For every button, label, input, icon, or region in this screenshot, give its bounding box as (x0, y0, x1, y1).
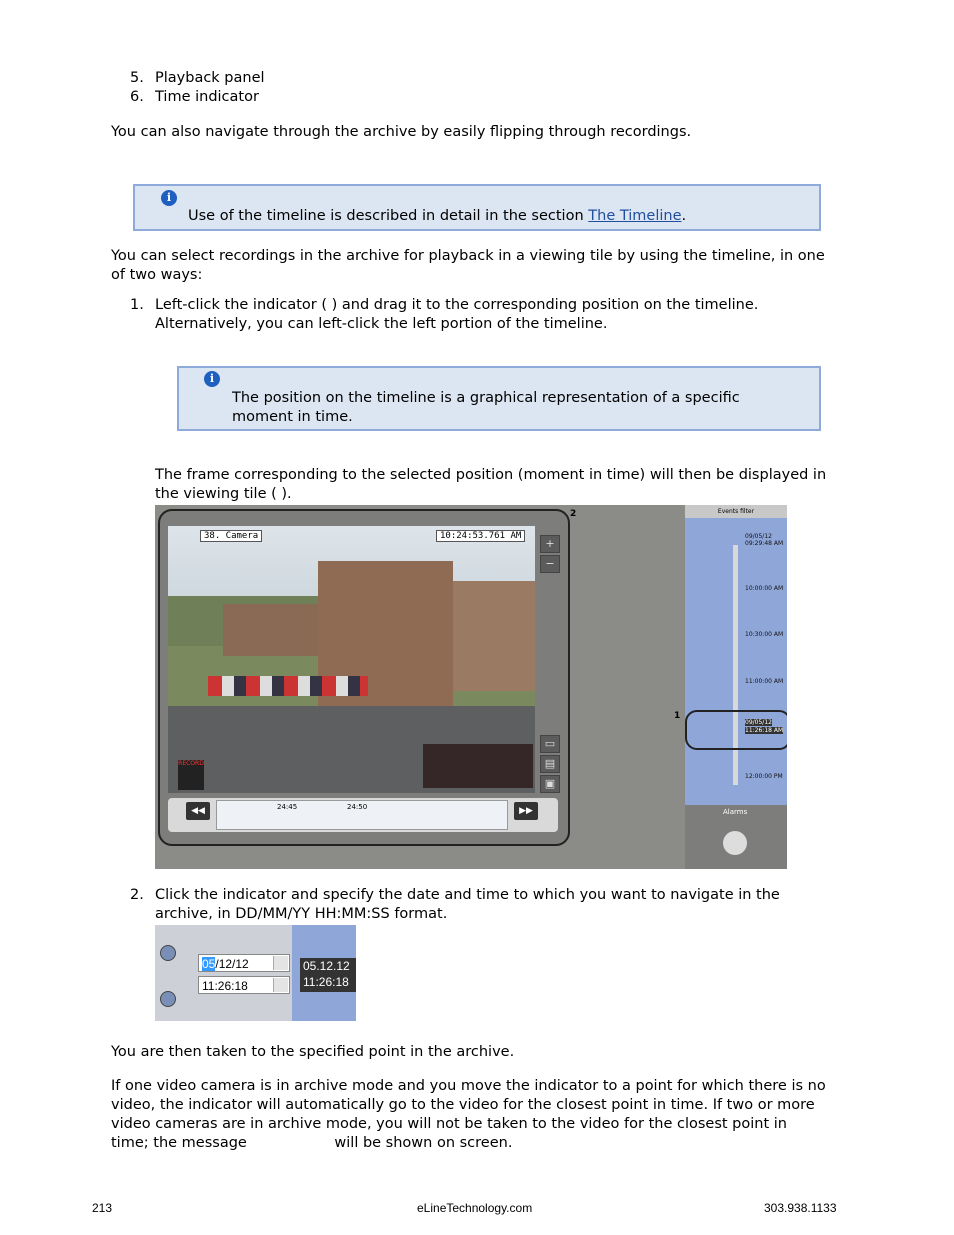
time-indicator[interactable]: 09/05/12 (745, 719, 772, 726)
viewing-tile (158, 509, 570, 846)
link-the-timeline[interactable]: The Timeline (588, 208, 682, 224)
info-icon: i (161, 190, 177, 206)
note-text: The position on the timeline is a graphical representation of a specific (232, 390, 740, 406)
archive-screenshot (155, 505, 787, 869)
paragraph-frame: The frame corresponding to the selected position (moment in time) will then be displayed in (155, 467, 827, 483)
callout-1: 1 (674, 711, 681, 721)
archive-icon[interactable]: ▤ (540, 755, 560, 773)
list-item-time-indicator: Time indicator (155, 89, 259, 105)
list-number: 6. (130, 89, 144, 105)
footer-site: eLineTechnology.com (417, 1201, 533, 1215)
zoom-out-button[interactable]: − (540, 555, 560, 573)
paragraph-cameras: video, the indicator will automatically go to the video for the closest point in time. If two or more (111, 1097, 815, 1113)
next-frame-button[interactable]: ▶▶ (514, 802, 538, 820)
info-note (133, 184, 821, 231)
paragraph-cameras: If one video camera is in archive mode and you move the indicator to a point for which there is no (111, 1078, 826, 1094)
page-number: 213 (92, 1201, 113, 1215)
paragraph-cameras: time; the message will be shown on screen. (111, 1135, 513, 1151)
paragraph-select: of two ways: (111, 267, 203, 283)
camera-label: 38. Camera (200, 530, 262, 542)
list-item-playback-panel: Playback panel (155, 70, 265, 86)
paragraph-cameras: video cameras are in archive mode, you will not be taken to the video for the closest point in (111, 1116, 787, 1132)
play-button[interactable] (723, 831, 747, 855)
date-entry-screenshot (155, 925, 356, 1021)
step2-text: Click the indicator and specify the date and time to which you want to navigate in the (155, 887, 780, 903)
date-field[interactable]: 05/12/12 (198, 954, 290, 972)
time-indicator[interactable]: 11:26:18 AM (745, 727, 784, 734)
playback-panel (168, 798, 558, 832)
time-label: 10:24:53.761 AM (436, 530, 525, 542)
export-icon[interactable]: ▣ (540, 775, 560, 793)
paragraph-select: You can select recordings in the archive for playback in a viewing tile by using the timeline, in one (111, 248, 825, 264)
note-text: moment in time. (232, 409, 353, 425)
tick-label: 12:00:00 PM (745, 773, 783, 780)
prev-frame-button[interactable]: ◀◀ (186, 802, 210, 820)
zoom-in-button[interactable]: + (540, 535, 560, 553)
paragraph-frame: the viewing tile ( ). (155, 486, 292, 502)
monitor-icon[interactable]: ▭ (540, 735, 560, 753)
tile-side-controls (540, 511, 560, 831)
step1-text: Alternatively, you can left-click the left portion of the timeline. (155, 316, 608, 332)
paragraph-flip: You can also navigate through the archive by easily flipping through recordings. (111, 124, 692, 140)
step1-text: Left-click the indicator ( ) and drag it to the corresponding position on the timeline. (155, 297, 759, 313)
info-icon: i (204, 371, 220, 387)
note-text: Use of the timeline is described in detail in the section The Timeline. (188, 208, 687, 224)
tick-label: 11:00:00 AM (745, 678, 784, 685)
footer-phone: 303.938.1133 (764, 1201, 837, 1215)
overlay-info (423, 744, 533, 788)
tick-label: 10:00:00 AM (745, 585, 784, 592)
alarms-panel: Alarms (685, 805, 787, 869)
list-number: 2. (130, 887, 144, 903)
playback-scale[interactable]: 24:45 24:50 (216, 800, 508, 830)
step2-text: archive, in DD/MM/YY HH:MM:SS format. (155, 906, 448, 922)
list-number: 5. (130, 70, 144, 86)
indicator-tooltip: 05.12.12 11:26:18 (300, 958, 356, 992)
list-number: 1. (130, 297, 144, 313)
time-field[interactable]: 11:26:18 (198, 976, 290, 994)
tick-label: 10:30:00 AM (745, 631, 784, 638)
info-note (177, 366, 821, 431)
events-filter[interactable]: Events filter (685, 505, 787, 518)
paragraph-taken: You are then taken to the specified point in the archive. (111, 1044, 515, 1060)
indicator-highlight (685, 710, 787, 750)
camera-video (168, 526, 535, 793)
record-indicator: RECORD (178, 760, 204, 790)
timeline[interactable]: Events filter 09/05/12 09:29:48 AM 10:00:00 AM 10:30:00 AM 11:00:00 AM 09/05/12 11:26:18 AM 12:00:00 PM Alarms (685, 505, 787, 869)
callout-2: 2 (570, 509, 577, 519)
